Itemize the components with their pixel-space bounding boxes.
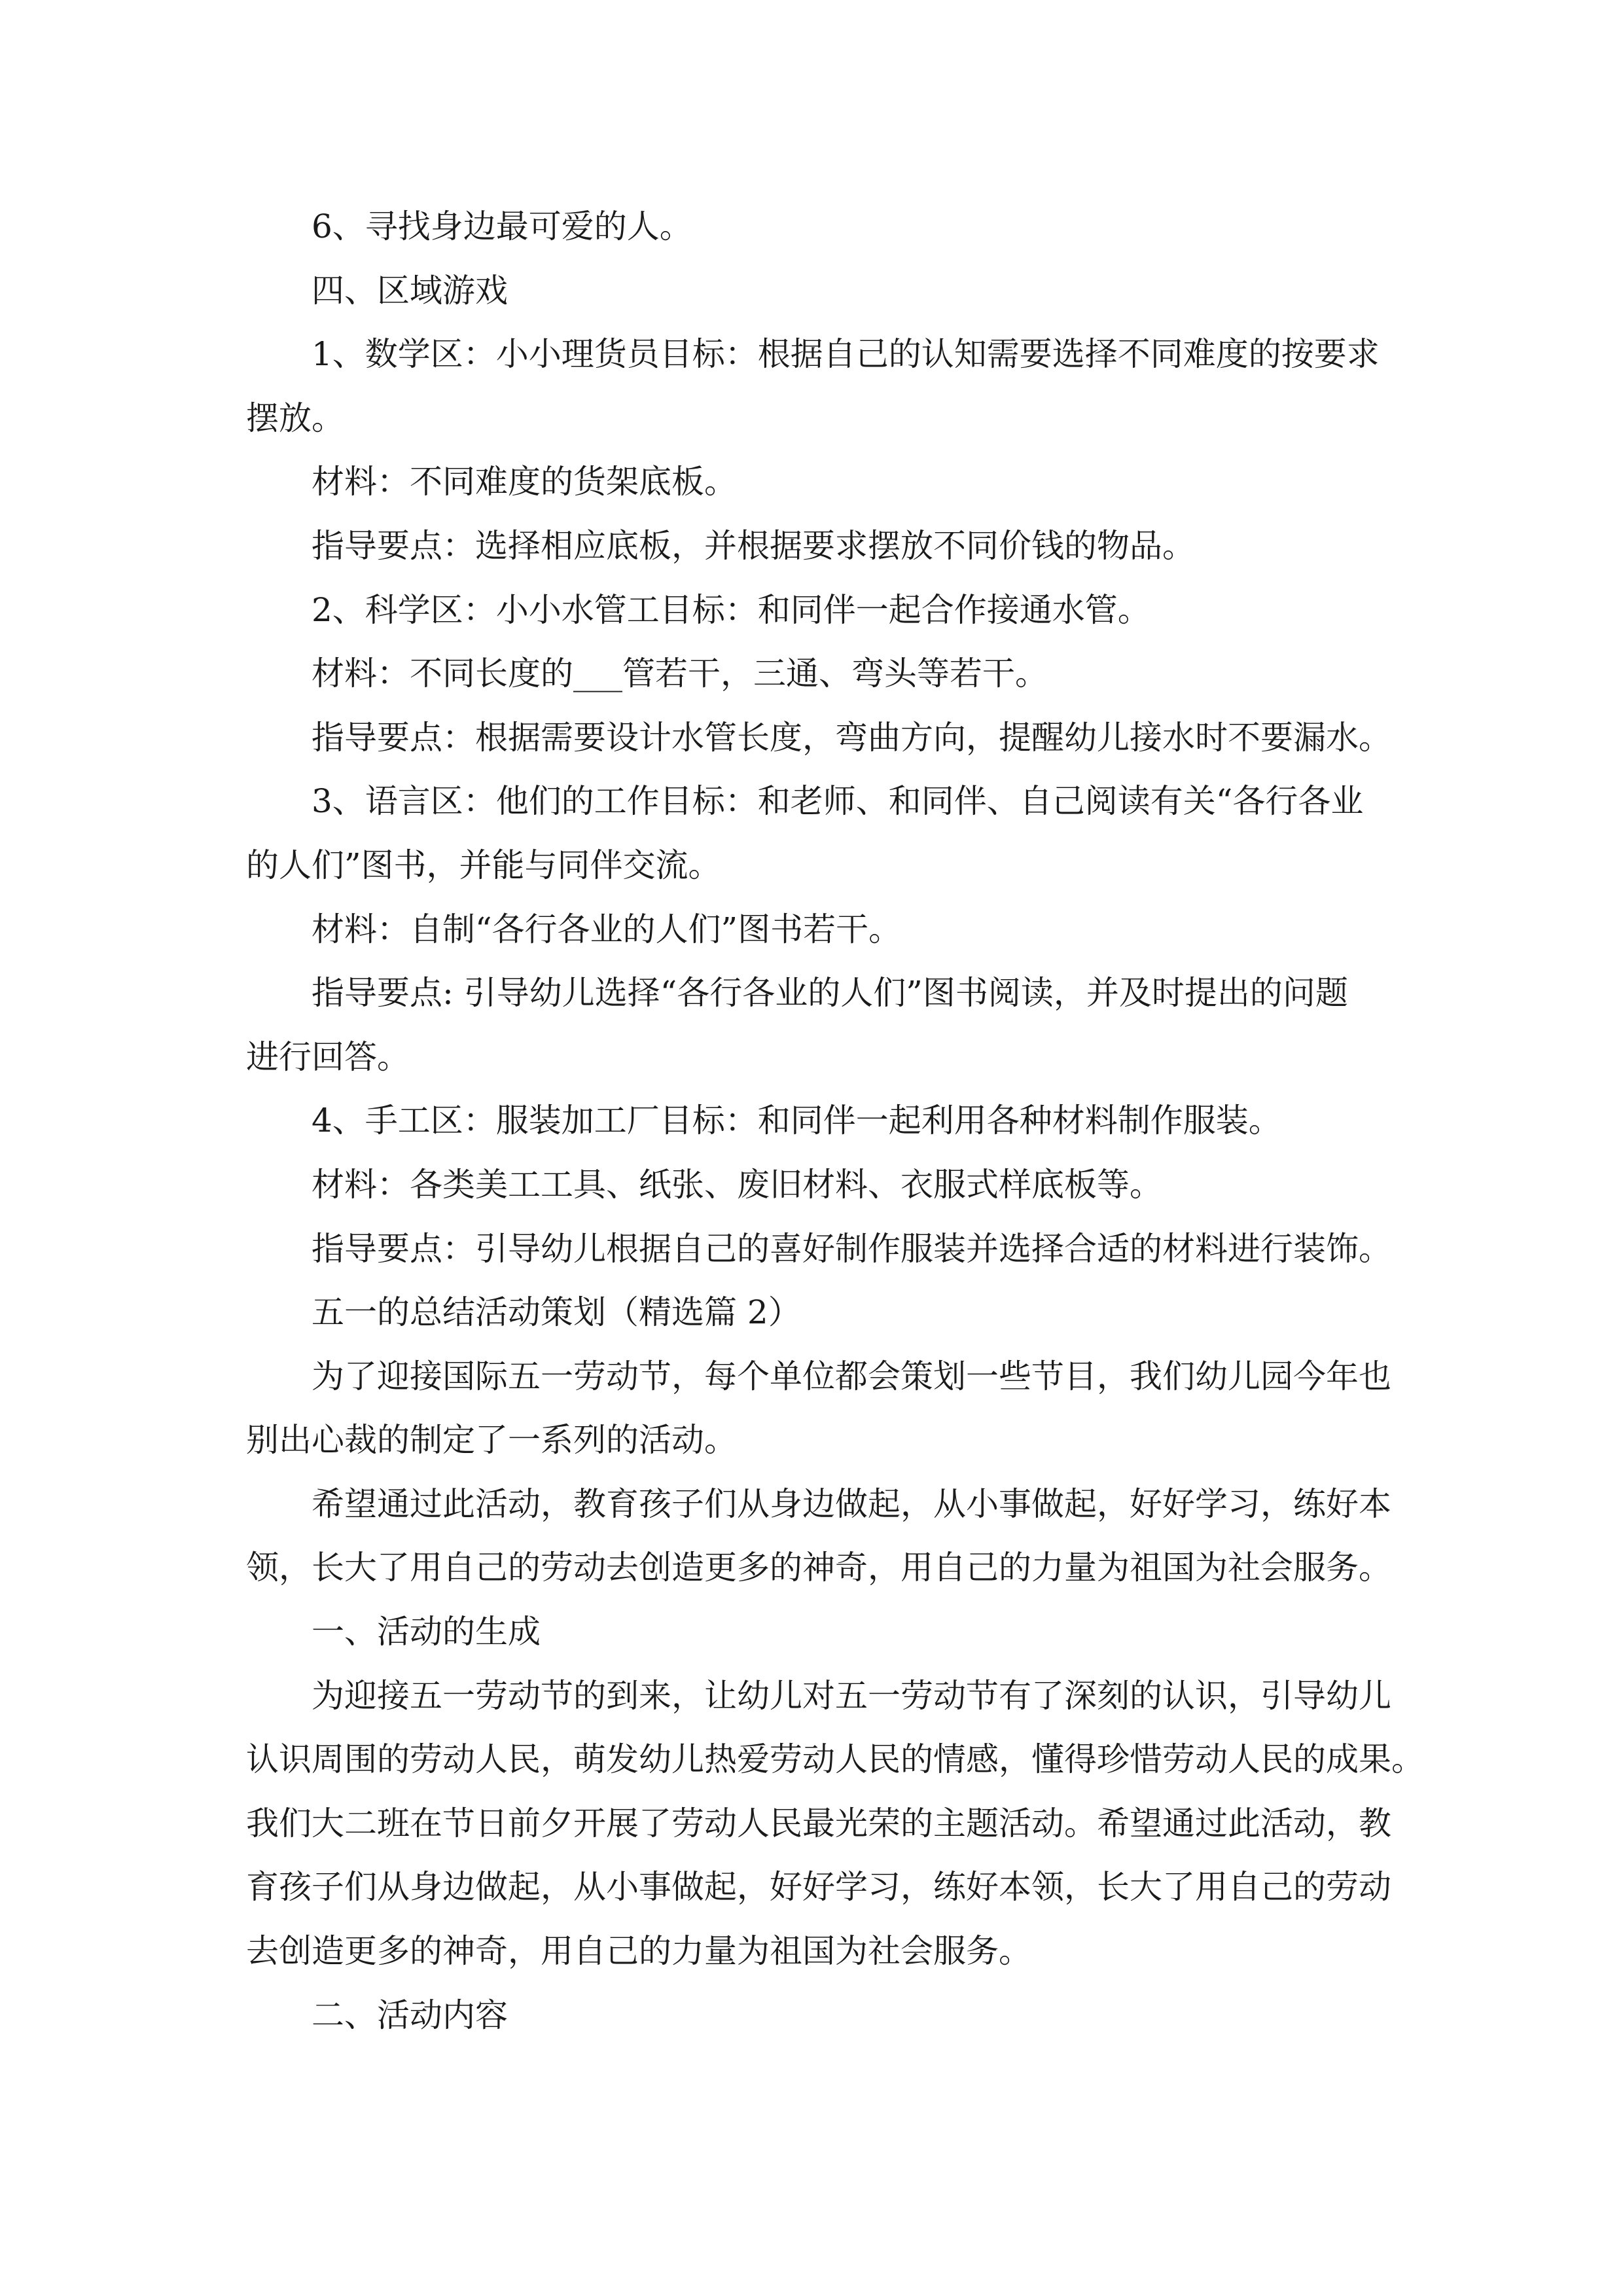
text-line: 3、语言区：他们的工作目标：和老师、和同伴、自己阅读有关“各行各业 <box>312 782 1364 821</box>
paragraph <box>246 1345 1398 1473</box>
paragraph <box>246 1281 1398 1345</box>
paragraph <box>246 898 1398 962</box>
paragraph <box>246 1600 1398 1664</box>
text-line: 育孩子们从身边做起，从小事做起，好好学习，练好本领，长大了用自己的劳动 <box>246 1868 1391 1907</box>
text-line: 认识周围的劳动人民，萌发幼儿热爱劳动人民的情感，懂得珍惜劳动人民的成果。 <box>246 1740 1424 1779</box>
text-line: 二、活动内容 <box>312 1996 508 2034</box>
text-line: 材料：各类美工工具、纸张、废旧材料、衣服式样底板等。 <box>312 1165 1162 1204</box>
paragraph <box>246 1217 1398 1282</box>
text-line: 1、数学区：小小理货员目标：根据自己的认知需要选择不同难度的按要求 <box>312 335 1380 374</box>
text-line: 四、区域游戏 <box>312 271 508 310</box>
paragraph <box>246 1664 1424 1984</box>
text-line: 6、寻找身边最可爱的人。 <box>312 207 692 245</box>
text-line: 进行回答。 <box>246 1037 410 1076</box>
text-line: 指导要点：引导幼儿根据自己的喜好制作服装并选择合适的材料进行装饰。 <box>312 1229 1391 1268</box>
text-line: 的人们”图书，并能与同伴交流。 <box>246 846 721 884</box>
paragraph <box>246 1473 1398 1600</box>
text-line: 指导要点：根据需要设计水管长度，弯曲方向，提醒幼儿接水时不要漏水。 <box>312 718 1391 757</box>
paragraph <box>246 1153 1398 1217</box>
paragraph <box>246 706 1398 770</box>
text-line: 别出心裁的制定了一系列的活动。 <box>246 1421 737 1460</box>
text-line: 为迎接五一劳动节的到来，让幼儿对五一劳动节有了深刻的认识，引导幼儿 <box>312 1676 1391 1715</box>
paragraph <box>246 195 1398 259</box>
document-body <box>246 195 1424 2047</box>
text-line: 一、活动的生成 <box>312 1613 541 1651</box>
paragraph <box>246 770 1398 897</box>
text-line: 材料：不同长度的___管若干，三通、弯头等若干。 <box>312 655 1048 693</box>
paragraph <box>246 259 1398 323</box>
paragraph <box>246 642 1398 706</box>
text-line: 摆放。 <box>246 399 344 437</box>
text-line: 五一的总结活动策划（精选篇 2） <box>312 1293 801 1332</box>
text-line: 希望通过此活动，教育孩子们从身边做起，从小事做起，好好学习，练好本 <box>312 1484 1391 1523</box>
paragraph <box>246 579 1398 643</box>
text-line: 2、科学区：小小水管工目标：和同伴一起合作接通水管。 <box>312 590 1150 629</box>
text-line: 去创造更多的神奇，用自己的力量为祖国为社会服务。 <box>246 1932 1031 1971</box>
text-line: 为了迎接国际五一劳动节，每个单位都会策划一些节目，我们幼儿园今年也 <box>312 1357 1391 1395</box>
text-line: 材料：自制“各行各业的人们”图书若干。 <box>312 910 902 948</box>
paragraph <box>246 323 1398 450</box>
text-line: 4、手工区：服装加工厂目标：和同伴一起利用各种材料制作服装。 <box>312 1102 1281 1140</box>
paragraph <box>246 450 1398 514</box>
paragraph <box>246 961 1398 1089</box>
text-line: 指导要点: 引导幼儿选择“各行各业的人们”图书阅读，并及时提出的问题 <box>312 974 1348 1013</box>
paragraph <box>246 1984 1398 2048</box>
text-line: 我们大二班在节日前夕开展了劳动人民最光荣的主题活动。希望通过此活动，教 <box>246 1804 1391 1842</box>
paragraph <box>246 514 1398 579</box>
paragraph <box>246 1089 1398 1153</box>
text-line: 领，长大了用自己的劳动去创造更多的神奇，用自己的力量为祖国为社会服务。 <box>246 1549 1391 1587</box>
text-line: 指导要点：选择相应底板，并根据要求摆放不同价钱的物品。 <box>312 526 1195 565</box>
text-line: 材料：不同难度的货架底板。 <box>312 463 737 501</box>
